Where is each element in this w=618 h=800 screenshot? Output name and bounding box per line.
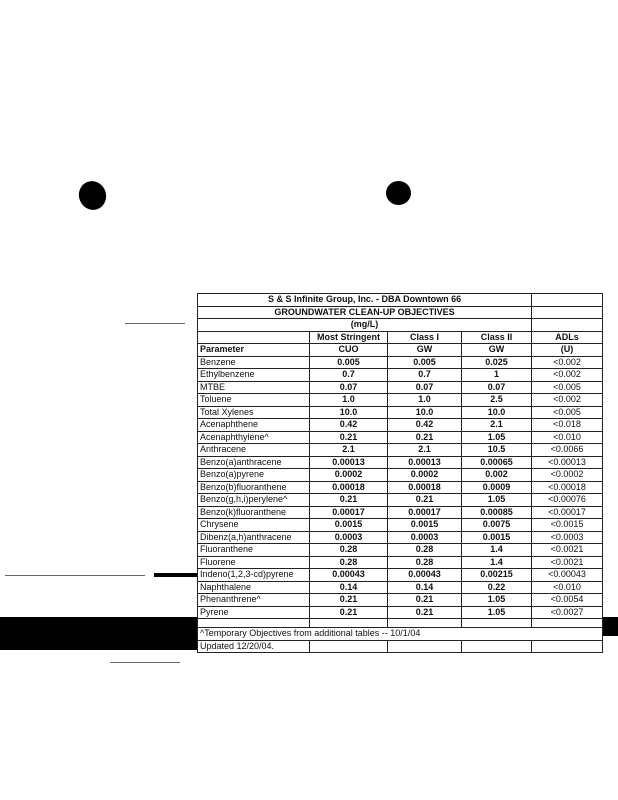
- cuo-cell: 0.21: [310, 594, 388, 607]
- scan-blot-right: [386, 181, 411, 205]
- adl-cell: <0.0027: [532, 606, 603, 619]
- class2-cell: 2.5: [462, 394, 532, 407]
- col-adls: ADLs: [532, 331, 603, 344]
- table-row: [198, 531, 603, 544]
- class1-cell: 0.21: [388, 431, 462, 444]
- footnote-temporary: ^Temporary Objectives from additional tables -- 10/1/04: [198, 628, 532, 641]
- class2-cell: 0.0075: [462, 519, 532, 532]
- cuo-cell: 0.00017: [310, 506, 388, 519]
- footnote-updated: Updated 12/20/04.: [198, 640, 310, 653]
- adl-cell: <0.002: [532, 356, 603, 369]
- col-u: (U): [532, 344, 603, 357]
- param-cell: Chrysene: [198, 519, 310, 532]
- class2-cell: 1.05: [462, 494, 532, 507]
- adl-cell: <0.0015: [532, 519, 603, 532]
- param-cell: Benzene: [198, 356, 310, 369]
- class2-cell: 0.22: [462, 581, 532, 594]
- table-row: [198, 381, 603, 394]
- class1-cell: 0.00013: [388, 456, 462, 469]
- adl-cell: <0.00013: [532, 456, 603, 469]
- param-cell: Acenaphthylene^: [198, 431, 310, 444]
- class2-cell: 0.00215: [462, 569, 532, 582]
- blank-cell: [532, 319, 603, 332]
- table-row: [198, 494, 603, 507]
- table-body: [198, 356, 603, 619]
- adl-cell: <0.00018: [532, 481, 603, 494]
- class2-cell: 2.1: [462, 419, 532, 432]
- adl-cell: <0.0021: [532, 544, 603, 557]
- cuo-cell: 0.07: [310, 381, 388, 394]
- class1-cell: 0.00018: [388, 481, 462, 494]
- adl-cell: <0.0021: [532, 556, 603, 569]
- scan-bar-left: [0, 617, 197, 650]
- col-cuo: CUO: [310, 344, 388, 357]
- cuo-cell: 0.005: [310, 356, 388, 369]
- class2-cell: 0.025: [462, 356, 532, 369]
- scan-blot-left: [75, 177, 110, 213]
- param-cell: Anthracene: [198, 444, 310, 457]
- adl-cell: <0.0003: [532, 531, 603, 544]
- table-row: [198, 606, 603, 619]
- scan-mark: [154, 573, 197, 577]
- col-most-stringent: Most Stringent: [310, 331, 388, 344]
- class2-cell: 1: [462, 369, 532, 382]
- param-cell: Fluoranthene: [198, 544, 310, 557]
- cuo-cell: 0.0015: [310, 519, 388, 532]
- cleanup-objectives-table: [197, 293, 603, 653]
- adl-cell: <0.00043: [532, 569, 603, 582]
- table-row: [198, 444, 603, 457]
- class2-cell: 0.07: [462, 381, 532, 394]
- blank-cell: [388, 640, 462, 653]
- class2-cell: 0.002: [462, 469, 532, 482]
- param-cell: Pyrene: [198, 606, 310, 619]
- cuo-cell: 0.28: [310, 556, 388, 569]
- col-parameter: Parameter: [198, 344, 310, 357]
- class2-cell: 1.05: [462, 594, 532, 607]
- class1-cell: 0.00043: [388, 569, 462, 582]
- cuo-cell: 0.00018: [310, 481, 388, 494]
- blank-cell: [198, 331, 310, 344]
- class1-cell: 0.7: [388, 369, 462, 382]
- scan-speck: [125, 323, 185, 324]
- col-class-1: Class I: [388, 331, 462, 344]
- scan-bar-right: [603, 617, 618, 636]
- adl-cell: <0.0066: [532, 444, 603, 457]
- adl-cell: <0.002: [532, 394, 603, 407]
- class2-cell: 0.0009: [462, 481, 532, 494]
- adl-cell: <0.002: [532, 369, 603, 382]
- table-row: [198, 394, 603, 407]
- class1-cell: 0.28: [388, 544, 462, 557]
- adl-cell: <0.005: [532, 381, 603, 394]
- class1-cell: 2.1: [388, 444, 462, 457]
- adl-cell: <0.018: [532, 419, 603, 432]
- table-row: [198, 481, 603, 494]
- table-row: [198, 544, 603, 557]
- blank-cell: [532, 628, 603, 641]
- table-row: [198, 406, 603, 419]
- cuo-cell: 0.00043: [310, 569, 388, 582]
- param-cell: Benzo(a)anthracene: [198, 456, 310, 469]
- blank-cell: [310, 619, 388, 628]
- param-cell: Benzo(g,h,i)perylene^: [198, 494, 310, 507]
- table-row: [198, 431, 603, 444]
- blank-cell: [532, 306, 603, 319]
- blank-cell: [532, 619, 603, 628]
- cuo-cell: 0.00013: [310, 456, 388, 469]
- col-gw-1: GW: [388, 344, 462, 357]
- param-cell: Total Xylenes: [198, 406, 310, 419]
- adl-cell: <0.010: [532, 581, 603, 594]
- param-cell: Naphthalene: [198, 581, 310, 594]
- scan-speck: [110, 662, 180, 663]
- param-cell: Benzo(b)fluoranthene: [198, 481, 310, 494]
- cuo-cell: 0.21: [310, 494, 388, 507]
- cuo-cell: 0.7: [310, 369, 388, 382]
- table-title: GROUNDWATER CLEAN-UP OBJECTIVES: [198, 306, 532, 319]
- param-cell: Benzo(k)fluoranthene: [198, 506, 310, 519]
- cuo-cell: 2.1: [310, 444, 388, 457]
- table-row: [198, 419, 603, 432]
- cuo-cell: 0.14: [310, 581, 388, 594]
- class1-cell: 0.21: [388, 594, 462, 607]
- blank-cell: [532, 640, 603, 653]
- scan-speck: [5, 575, 145, 576]
- col-gw-2: GW: [462, 344, 532, 357]
- class1-cell: 1.0: [388, 394, 462, 407]
- param-cell: MTBE: [198, 381, 310, 394]
- class2-cell: 1.05: [462, 431, 532, 444]
- blank-cell: [462, 640, 532, 653]
- adl-cell: <0.0002: [532, 469, 603, 482]
- param-cell: Dibenz(a,h)anthracene: [198, 531, 310, 544]
- class2-cell: 1.4: [462, 556, 532, 569]
- class1-cell: 0.42: [388, 419, 462, 432]
- class2-cell: 0.00085: [462, 506, 532, 519]
- blank-cell: [532, 294, 603, 307]
- class1-cell: 0.00017: [388, 506, 462, 519]
- class1-cell: 0.21: [388, 606, 462, 619]
- table-row: [198, 506, 603, 519]
- cuo-cell: 0.42: [310, 419, 388, 432]
- table-row: [198, 594, 603, 607]
- adl-cell: <0.0054: [532, 594, 603, 607]
- class1-cell: 0.28: [388, 556, 462, 569]
- class2-cell: 1.05: [462, 606, 532, 619]
- blank-cell: [388, 619, 462, 628]
- table-row: [198, 581, 603, 594]
- table-row: [198, 569, 603, 582]
- cuo-cell: 0.0003: [310, 531, 388, 544]
- class1-cell: 0.14: [388, 581, 462, 594]
- table-row: [198, 369, 603, 382]
- table-row: [198, 556, 603, 569]
- table-row: [198, 469, 603, 482]
- cuo-cell: 0.21: [310, 431, 388, 444]
- table-row: [198, 456, 603, 469]
- class1-cell: 0.0002: [388, 469, 462, 482]
- blank-cell: [462, 619, 532, 628]
- param-cell: Fluorene: [198, 556, 310, 569]
- cuo-cell: 1.0: [310, 394, 388, 407]
- cuo-cell: 0.21: [310, 606, 388, 619]
- class1-cell: 0.0003: [388, 531, 462, 544]
- adl-cell: <0.00076: [532, 494, 603, 507]
- blank-cell: [198, 619, 310, 628]
- class1-cell: 0.21: [388, 494, 462, 507]
- class2-cell: 10.0: [462, 406, 532, 419]
- param-cell: Phenanthrene^: [198, 594, 310, 607]
- class1-cell: 0.005: [388, 356, 462, 369]
- blank-cell: [310, 640, 388, 653]
- units-label: (mg/L): [198, 319, 532, 332]
- adl-cell: <0.005: [532, 406, 603, 419]
- class1-cell: 0.0015: [388, 519, 462, 532]
- col-class-2: Class II: [462, 331, 532, 344]
- param-cell: Acenaphthene: [198, 419, 310, 432]
- class1-cell: 0.07: [388, 381, 462, 394]
- param-cell: Indeno(1,2,3-cd)pyrene: [198, 569, 310, 582]
- cuo-cell: 0.0002: [310, 469, 388, 482]
- cuo-cell: 10.0: [310, 406, 388, 419]
- table-row: [198, 356, 603, 369]
- param-cell: Benzo(a)pyrene: [198, 469, 310, 482]
- cuo-cell: 0.28: [310, 544, 388, 557]
- class2-cell: 0.00065: [462, 456, 532, 469]
- param-cell: Toluene: [198, 394, 310, 407]
- param-cell: Ethylbenzene: [198, 369, 310, 382]
- class2-cell: 10.5: [462, 444, 532, 457]
- adl-cell: <0.010: [532, 431, 603, 444]
- class1-cell: 10.0: [388, 406, 462, 419]
- adl-cell: <0.00017: [532, 506, 603, 519]
- company-heading: S & S Infinite Group, Inc. - DBA Downtown 66: [198, 294, 532, 307]
- table-row: [198, 519, 603, 532]
- class2-cell: 0.0015: [462, 531, 532, 544]
- class2-cell: 1.4: [462, 544, 532, 557]
